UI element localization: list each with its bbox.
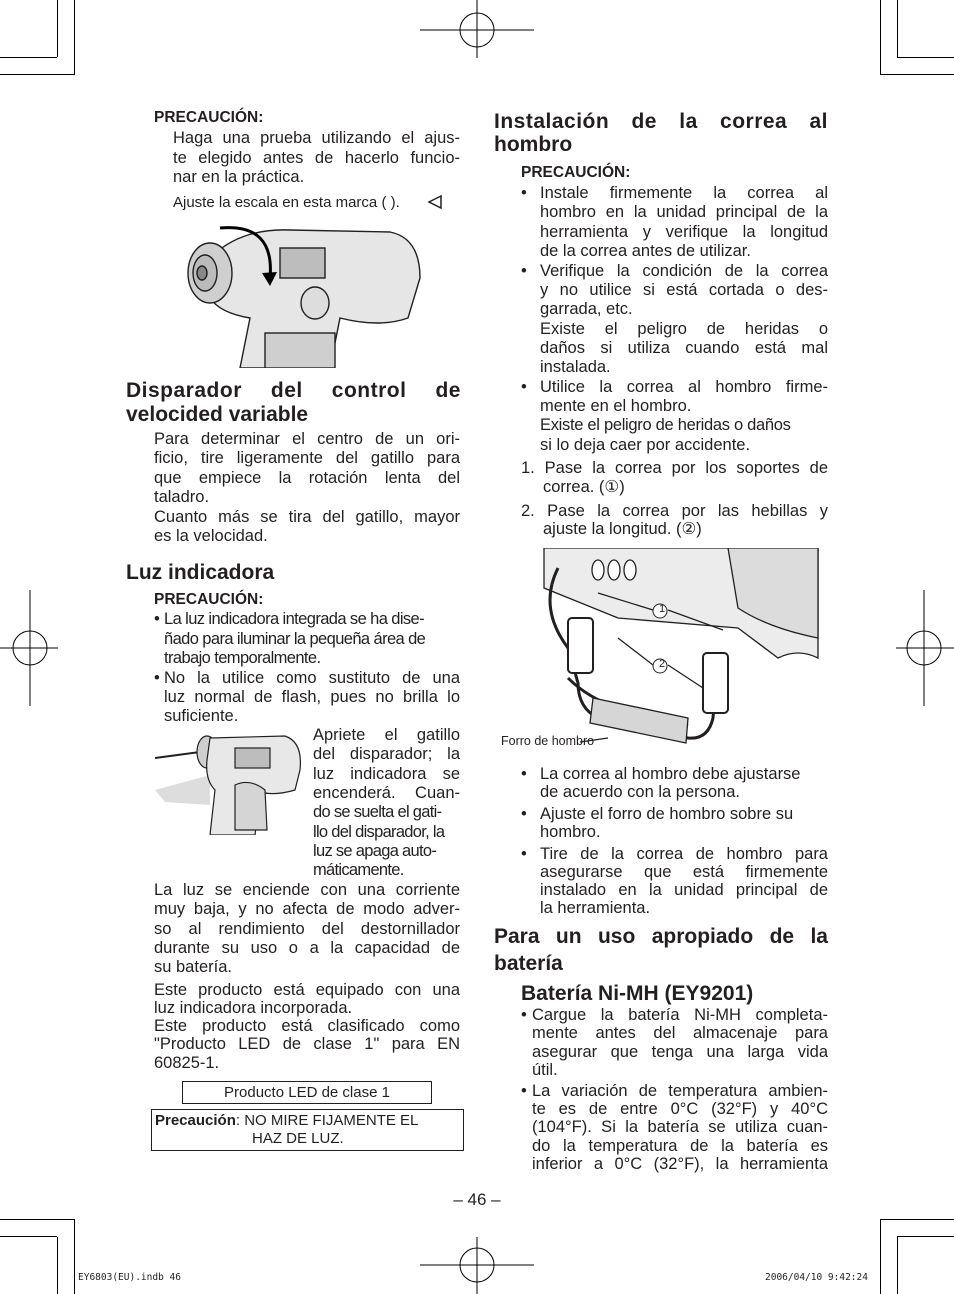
- section-title: Instalación de la correa al: [494, 110, 828, 133]
- text-line: llo del disparador, la: [313, 823, 445, 841]
- text-line: Tire de la correa de hombro para: [540, 845, 828, 863]
- bullet-icon: •: [521, 805, 527, 823]
- text-line: luz indicadora incorporada.: [154, 999, 353, 1017]
- text-line: Cuanto más se tira del gatillo, mayor: [154, 508, 460, 526]
- text-line: instalada.: [540, 358, 611, 376]
- text-line: la herramienta.: [540, 899, 651, 917]
- led-class-label-box: Producto LED de clase 1: [182, 1081, 432, 1104]
- footer-filename: EY6803(EU).indb 46: [78, 1272, 181, 1283]
- text-line: asegurar que tenga una larga vida: [532, 1043, 828, 1061]
- text-line: La correa al hombro debe ajustarse: [540, 765, 801, 783]
- section-subtitle: Batería Ni-MH (EY9201): [521, 982, 754, 1005]
- bullet-icon: •: [521, 765, 527, 783]
- bullet-icon: •: [521, 845, 527, 863]
- text-line: ñado para iluminar la pequeña área de: [164, 630, 426, 648]
- text-line: instalado en la unidad principal de: [540, 881, 828, 899]
- text-line: (104°F). Si la batería se utiliza cuan-: [532, 1118, 828, 1136]
- text-line: garrada, etc.: [540, 300, 633, 318]
- text-line: trabajo temporalmente.: [164, 649, 321, 667]
- shoulder-strap-illustration: [498, 548, 826, 753]
- drill-torque-illustration: [180, 218, 430, 368]
- text-line: y no utilice si está cortada o des-: [540, 281, 828, 299]
- text-line: útil.: [532, 1061, 558, 1079]
- text-line: La luz se enciende con una corriente: [154, 881, 460, 899]
- text-line: hombro en la unidad principal de la: [540, 203, 828, 221]
- bullet-icon: •: [521, 262, 527, 280]
- text-line: so al rendimiento del destornillador: [154, 920, 460, 938]
- section-title: hombro: [494, 133, 573, 156]
- footer-timestamp: 2006/04/10 9:42:24: [765, 1272, 868, 1283]
- callout-number: 2: [658, 658, 666, 670]
- text-line: taladro.: [154, 488, 210, 506]
- bullet-icon: •: [154, 669, 160, 687]
- step-line: 1. Pase la correa por los soportes de: [521, 459, 828, 477]
- text-line: Este producto está clasificado como: [154, 1017, 460, 1035]
- text-line: nar en la práctica.: [173, 168, 305, 186]
- text-line: es la velocidad.: [154, 527, 268, 545]
- text-line: máticamente.: [313, 861, 404, 879]
- bullet-icon: •: [521, 1082, 527, 1100]
- text-line: Instale firmemente la correa al: [540, 184, 828, 202]
- triangle-mark-icon: [427, 194, 443, 210]
- text-line: do la temperatura de la batería es: [532, 1137, 828, 1155]
- text-line: Verifique la condición de la correa: [540, 262, 828, 280]
- text-line: suficiente.: [164, 707, 239, 725]
- text-line: mente antes del almacenaje para: [532, 1024, 828, 1042]
- bullet-icon: •: [154, 610, 160, 628]
- text-line: muy baja, y no afecta de modo adver-: [154, 900, 460, 918]
- precaution-heading: PRECAUCIÓN:: [521, 164, 631, 181]
- section-title: velocided variable: [126, 403, 309, 426]
- section-title: Luz indicadora: [126, 561, 275, 584]
- section-title: Para un uso apropiado de la: [494, 925, 828, 948]
- section-title: batería: [494, 952, 563, 975]
- text-line: de acuerdo con la persona.: [540, 783, 740, 801]
- text-line: Para determinar el centro de un ori-: [154, 430, 460, 448]
- text-line: Apriete el gatillo: [313, 726, 460, 744]
- text-line: luz indicadora se: [313, 765, 460, 783]
- text-line: si lo deja caer por accidente.: [540, 436, 751, 454]
- text-line: daños si utiliza cuando está mal: [540, 339, 828, 357]
- text-line: del disparador; la: [313, 745, 460, 763]
- drill-light-illustration: [155, 730, 305, 835]
- scale-note: Ajuste la escala en esta marca ( ).: [173, 194, 400, 211]
- section-title: Disparador del control de: [126, 379, 461, 402]
- step-line: 2. Pase la correa por las hebillas y: [521, 502, 828, 520]
- text-line: inferior a 0°C (32°F), la herramienta: [532, 1155, 828, 1173]
- text-line: La variación de temperatura ambien-: [532, 1082, 828, 1100]
- text-line: que empiece la rotación lenta del: [154, 469, 460, 487]
- text-line: herramienta y verifique la longitud: [540, 223, 828, 241]
- text-line: encenderá. Cuan-: [313, 784, 460, 802]
- text-line: luz se apaga auto-: [313, 842, 437, 860]
- text-line: 60825-1.: [154, 1054, 220, 1072]
- precaution-heading: PRECAUCIÓN:: [154, 109, 264, 126]
- precaution-heading: PRECAUCIÓN:: [154, 591, 264, 608]
- text-line: Existe el peligro de heridas o: [540, 320, 828, 338]
- caution-label-box: Precaución: NO MIRE FIJAMENTE EL HAZ DE LUZ.: [151, 1109, 464, 1151]
- text-line: Ajuste el forro de hombro sobre su: [540, 805, 794, 823]
- text-line: su batería.: [154, 958, 232, 976]
- bullet-icon: •: [521, 378, 527, 396]
- text-line: durante su uso o a la capacidad de: [154, 939, 460, 957]
- text-line: mente en el hombro.: [540, 397, 692, 415]
- callout-number: 1: [658, 603, 666, 615]
- bullet-icon: •: [521, 1006, 527, 1024]
- text-line: te es de entre 0°C (32°F) y 40°C: [532, 1100, 828, 1118]
- text-line: "Producto LED de clase 1" para EN: [154, 1035, 460, 1053]
- text-line: luz normal de flash, pues no brilla lo: [164, 688, 460, 706]
- text-line: Existe el peligro de heridas o daños: [540, 416, 791, 434]
- text-line: do se suelta el gati-: [313, 803, 442, 821]
- step-line: ajuste la longitud. (②): [543, 520, 702, 538]
- text-line: hombro.: [540, 823, 601, 841]
- figure-label: Forro de hombro: [501, 734, 595, 748]
- text-line: ficio, tire ligeramente del gatillo para: [154, 449, 460, 467]
- text-line: La luz indicadora integrada se ha dise-: [164, 610, 425, 628]
- text-line: No la utilice como sustituto de una: [164, 669, 460, 687]
- text-line: Utilice la correa al hombro firme-: [540, 378, 828, 396]
- text-line: asegurarse que está firmemente: [540, 863, 828, 881]
- text-line: de la correa antes de utilizar.: [540, 242, 751, 260]
- bullet-icon: •: [521, 184, 527, 202]
- text-line: Cargue la batería Ni-MH completa-: [532, 1006, 828, 1024]
- text-line: Este producto está equipado con una: [154, 981, 460, 999]
- text-line: te elegido antes de hacerlo funcio-: [173, 149, 460, 167]
- step-line: correa. (①): [543, 478, 625, 496]
- text-line: Haga una prueba utilizando el ajus-: [173, 129, 460, 147]
- page-number: – 46 –: [453, 1190, 501, 1209]
